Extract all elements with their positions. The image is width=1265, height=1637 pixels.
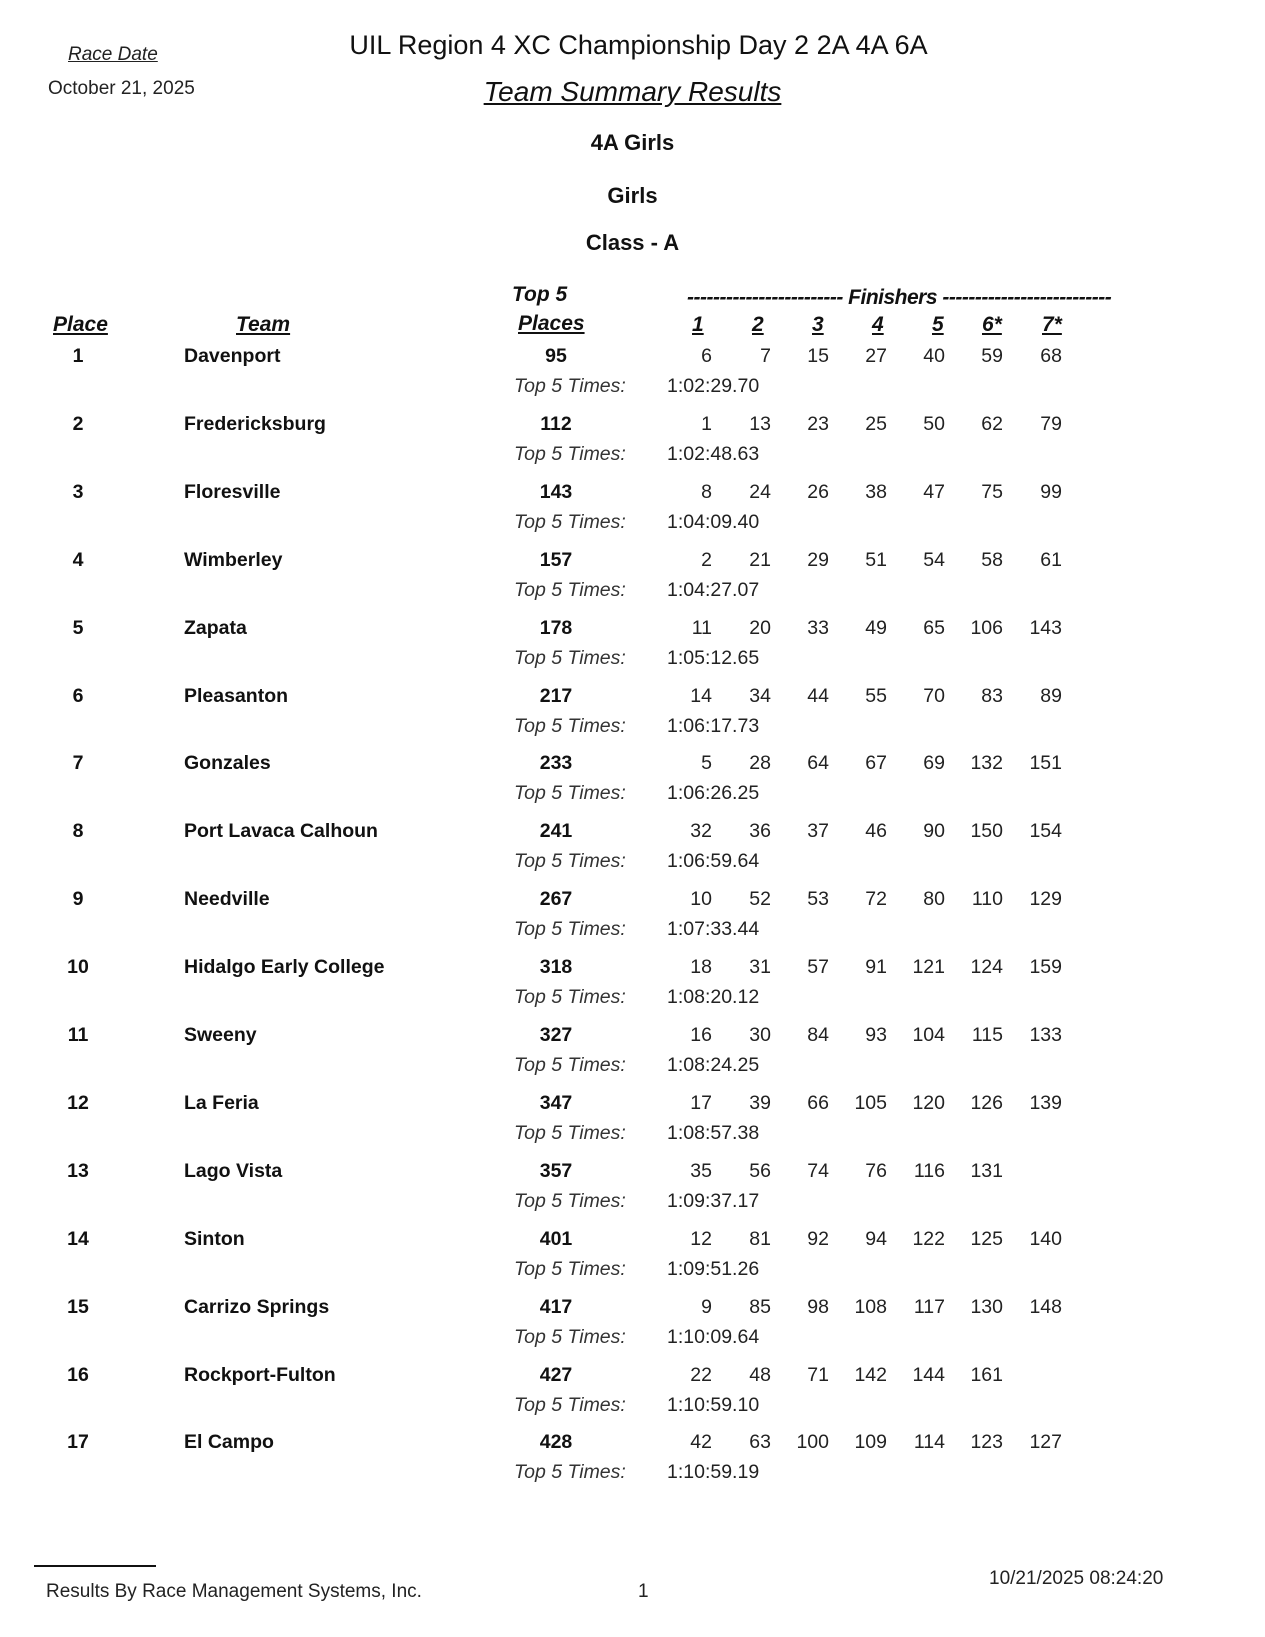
finisher-place-7: 139 xyxy=(1029,1091,1062,1114)
finisher-place-3: 33 xyxy=(807,616,829,639)
finisher-place-7: 140 xyxy=(1029,1227,1062,1250)
top5-total-time: 1:10:59.10 xyxy=(667,1393,760,1416)
finisher-place-4: 72 xyxy=(865,888,887,911)
team-name: Gonzales xyxy=(184,752,271,775)
finisher-place-2: 63 xyxy=(749,1431,771,1454)
finisher-place-1: 5 xyxy=(701,752,712,775)
finisher-place-6: 83 xyxy=(981,684,1003,707)
column-header-team: Team xyxy=(236,313,291,336)
finisher-place-3: 57 xyxy=(807,956,829,979)
finisher-place-2: 34 xyxy=(749,684,771,707)
finisher-place-5: 144 xyxy=(912,1363,945,1386)
finisher-place-6: 75 xyxy=(981,480,1003,503)
finisher-place-1: 16 xyxy=(690,1024,712,1046)
team-score: 95 xyxy=(545,345,567,367)
finisher-place-6: 132 xyxy=(970,752,1003,775)
column-header-finisher-6: 6* xyxy=(982,313,1002,336)
finisher-place-2: 7 xyxy=(760,345,771,367)
finisher-place-2: 21 xyxy=(749,548,771,571)
top5-total-time: 1:08:24.25 xyxy=(667,1054,760,1076)
top5-total-time: 1:08:20.12 xyxy=(667,986,760,1009)
top5-times-label: Top 5 Times: xyxy=(514,578,626,601)
finisher-place-1: 35 xyxy=(690,1159,712,1182)
team-score: 318 xyxy=(539,956,573,979)
team-name: Needville xyxy=(184,888,270,911)
finisher-place-4: 25 xyxy=(865,412,887,435)
finisher-place-5: 40 xyxy=(923,345,945,367)
finisher-place-1: 18 xyxy=(690,956,712,979)
team-name: Wimberley xyxy=(184,548,283,571)
finisher-place-5: 50 xyxy=(923,412,945,435)
footer-credit: Results By Race Management Systems, Inc. xyxy=(46,1581,422,1602)
column-header-top5-places: Places xyxy=(518,312,585,335)
team-name: Sinton xyxy=(184,1227,245,1250)
team-name: Lago Vista xyxy=(184,1159,283,1182)
finisher-place-6: 131 xyxy=(970,1159,1003,1182)
finisher-place-4: 49 xyxy=(865,616,887,639)
team-score: 347 xyxy=(539,1091,573,1114)
team-row xyxy=(0,685,1265,753)
top5-times-label: Top 5 Times: xyxy=(514,986,626,1009)
finisher-place-6: 106 xyxy=(970,616,1003,639)
finisher-place-2: 56 xyxy=(749,1159,771,1182)
race-date-label: Race Date xyxy=(68,44,158,65)
finisher-place-4: 105 xyxy=(854,1091,887,1114)
finisher-place-2: 48 xyxy=(749,1363,771,1386)
finisher-place-6: 125 xyxy=(970,1227,1003,1250)
finisher-place-4: 94 xyxy=(865,1227,887,1250)
team-score: 241 xyxy=(539,820,573,843)
team-place: 10 xyxy=(67,956,89,979)
finisher-place-5: 116 xyxy=(913,1159,945,1182)
team-place: 17 xyxy=(67,1431,89,1454)
finisher-place-1: 2 xyxy=(701,548,712,571)
team-score: 401 xyxy=(539,1227,573,1250)
top5-times-label: Top 5 Times: xyxy=(514,918,626,941)
finisher-place-7: 61 xyxy=(1040,548,1062,571)
finisher-place-6: 115 xyxy=(971,1024,1003,1046)
finisher-place-3: 100 xyxy=(796,1431,829,1454)
team-row xyxy=(0,1364,1265,1432)
finisher-place-7: 68 xyxy=(1040,345,1062,367)
top5-total-time: 1:10:09.64 xyxy=(667,1325,760,1348)
finisher-place-1: 1 xyxy=(701,412,712,435)
finisher-place-3: 37 xyxy=(807,820,829,843)
meet-title-text: UIL Region 4 XC Championship Day 2 2A 4A 6A xyxy=(349,30,928,60)
finisher-place-6: 58 xyxy=(981,548,1003,571)
finisher-place-5: 65 xyxy=(923,616,945,639)
team-name: Sweeny xyxy=(184,1024,257,1046)
team-row xyxy=(0,481,1265,549)
team-score: 178 xyxy=(539,616,573,639)
finisher-place-5: 114 xyxy=(913,1431,945,1454)
top5-total-time: 1:02:29.70 xyxy=(667,375,760,397)
finisher-place-2: 81 xyxy=(749,1227,771,1250)
meet-title xyxy=(0,30,1265,61)
finisher-place-2: 13 xyxy=(749,412,771,435)
team-name: Zapata xyxy=(184,616,247,639)
finisher-place-2: 31 xyxy=(749,956,771,979)
team-place: 11 xyxy=(67,1024,89,1046)
column-header-finisher-5: 5 xyxy=(932,313,944,336)
finisher-place-1: 42 xyxy=(690,1431,712,1454)
team-name: Pleasanton xyxy=(184,684,289,707)
team-row xyxy=(0,1431,1265,1499)
column-header-place: Place xyxy=(53,313,108,336)
team-row xyxy=(0,888,1265,956)
top5-total-time: 1:04:27.07 xyxy=(667,578,760,601)
team-row xyxy=(0,1296,1265,1364)
team-place: 12 xyxy=(67,1091,89,1114)
team-name: Rockport-Fulton xyxy=(184,1363,336,1386)
top5-times-label: Top 5 Times: xyxy=(514,850,626,873)
top5-times-label: Top 5 Times: xyxy=(514,442,626,465)
finisher-place-6: 59 xyxy=(981,345,1003,367)
finisher-place-6: 130 xyxy=(970,1295,1003,1318)
team-row xyxy=(0,956,1265,1024)
team-name: Port Lavaca Calhoun xyxy=(184,820,378,843)
top5-total-time: 1:04:09.40 xyxy=(667,510,760,533)
race-date: October 21, 2025 xyxy=(48,78,195,99)
team-name: La Feria xyxy=(184,1091,259,1114)
top5-times-label: Top 5 Times: xyxy=(514,1393,626,1416)
team-row xyxy=(0,1228,1265,1296)
team-row xyxy=(0,413,1265,481)
team-row xyxy=(0,617,1265,685)
report-subtitle: Team Summary Results xyxy=(483,76,782,107)
finisher-place-1: 14 xyxy=(690,684,712,707)
team-score: 267 xyxy=(539,888,573,911)
team-place: 4 xyxy=(72,548,84,571)
finisher-place-7: 154 xyxy=(1029,820,1062,843)
finisher-place-4: 109 xyxy=(854,1431,887,1454)
column-header-finisher-7: 7* xyxy=(1042,313,1062,336)
finisher-place-1: 11 xyxy=(691,616,712,639)
team-row xyxy=(0,1092,1265,1160)
top5-total-time: 1:06:59.64 xyxy=(667,850,760,873)
finisher-place-7: 133 xyxy=(1029,1024,1062,1046)
finisher-place-4: 38 xyxy=(865,480,887,503)
printed-timestamp: 10/21/2025 08:24:20 xyxy=(989,1568,1164,1589)
finisher-place-3: 66 xyxy=(807,1091,829,1114)
finisher-place-6: 126 xyxy=(970,1091,1003,1114)
team-place: 9 xyxy=(72,888,84,911)
team-name: El Campo xyxy=(184,1431,274,1454)
finisher-place-1: 10 xyxy=(690,888,712,911)
team-name: Carrizo Springs xyxy=(184,1295,330,1318)
team-score: 143 xyxy=(539,480,573,503)
top5-times-label: Top 5 Times: xyxy=(514,510,626,533)
finisher-place-3: 26 xyxy=(807,480,829,503)
column-header-finisher-4: 4 xyxy=(872,313,884,336)
finisher-place-2: 28 xyxy=(749,752,771,775)
finisher-place-6: 110 xyxy=(971,888,1003,911)
team-score: 417 xyxy=(539,1295,573,1318)
team-score: 157 xyxy=(539,548,573,571)
finisher-place-7: 151 xyxy=(1029,752,1062,775)
top5-total-time: 1:02:48.63 xyxy=(667,442,760,465)
team-place: 3 xyxy=(72,480,84,503)
top5-times-label: Top 5 Times: xyxy=(514,1257,626,1280)
top5-total-time: 1:05:12.65 xyxy=(667,646,760,669)
finisher-place-4: 108 xyxy=(854,1295,887,1318)
top5-total-time: 1:09:37.17 xyxy=(667,1189,760,1212)
finisher-place-5: 120 xyxy=(912,1091,945,1114)
team-place: 7 xyxy=(72,752,84,775)
finisher-place-7: 89 xyxy=(1040,684,1062,707)
finisher-place-3: 98 xyxy=(807,1295,829,1318)
finisher-place-4: 46 xyxy=(865,820,887,843)
finisher-place-3: 84 xyxy=(807,1024,829,1046)
finisher-place-3: 71 xyxy=(807,1363,829,1386)
class-heading: Class - A xyxy=(585,230,680,255)
finisher-place-5: 121 xyxy=(912,956,945,979)
gender-heading: Girls xyxy=(607,183,658,208)
finisher-place-6: 62 xyxy=(981,412,1003,435)
finisher-place-3: 29 xyxy=(807,548,829,571)
team-place: 16 xyxy=(67,1363,89,1386)
top5-total-time: 1:06:26.25 xyxy=(667,782,760,805)
team-place: 6 xyxy=(72,684,84,707)
finisher-place-4: 142 xyxy=(854,1363,887,1386)
top5-total-time: 1:08:57.38 xyxy=(667,1121,760,1144)
team-place: 13 xyxy=(67,1159,89,1182)
finisher-place-6: 124 xyxy=(970,956,1003,979)
finisher-place-1: 22 xyxy=(690,1363,712,1386)
finisher-place-1: 32 xyxy=(690,820,712,843)
finisher-place-1: 9 xyxy=(701,1295,712,1318)
finisher-place-1: 8 xyxy=(701,480,712,503)
finisher-place-2: 24 xyxy=(749,480,771,503)
finisher-place-4: 51 xyxy=(865,548,887,571)
finisher-place-2: 20 xyxy=(749,616,771,639)
finisher-place-3: 53 xyxy=(807,888,829,911)
team-score: 327 xyxy=(539,1024,573,1046)
finisher-place-7: 159 xyxy=(1029,956,1062,979)
finisher-place-4: 76 xyxy=(865,1159,887,1182)
finisher-place-3: 74 xyxy=(807,1159,829,1182)
team-place: 5 xyxy=(72,616,84,639)
finisher-place-4: 67 xyxy=(865,752,887,775)
finisher-place-3: 23 xyxy=(807,412,829,435)
team-place: 2 xyxy=(72,412,84,435)
team-name: Fredericksburg xyxy=(184,412,326,435)
column-header-finisher-2: 2 xyxy=(752,313,764,336)
finisher-place-5: 104 xyxy=(912,1024,945,1046)
finisher-place-6: 161 xyxy=(970,1363,1003,1386)
top5-times-label: Top 5 Times: xyxy=(514,1054,626,1076)
top5-times-label: Top 5 Times: xyxy=(514,1325,626,1348)
finisher-place-3: 92 xyxy=(807,1227,829,1250)
team-row xyxy=(0,752,1265,820)
finisher-place-4: 55 xyxy=(865,684,887,707)
team-place: 15 xyxy=(67,1295,89,1318)
team-name: Floresville xyxy=(184,480,281,503)
finisher-place-5: 90 xyxy=(923,820,945,843)
finisher-place-1: 12 xyxy=(690,1227,712,1250)
division-heading: 4A Girls xyxy=(590,130,675,155)
finisher-place-5: 54 xyxy=(923,548,945,571)
finisher-place-7: 148 xyxy=(1029,1295,1062,1318)
finisher-place-7: 79 xyxy=(1040,412,1062,435)
column-header-top5-line1: Top 5 xyxy=(512,283,568,306)
column-header-finisher-1: 1 xyxy=(692,313,704,336)
finisher-place-5: 80 xyxy=(923,888,945,911)
top5-total-time: 1:06:17.73 xyxy=(667,714,760,737)
finisher-place-3: 15 xyxy=(807,345,829,367)
team-row xyxy=(0,820,1265,888)
finisher-place-6: 123 xyxy=(970,1431,1003,1454)
finisher-place-3: 64 xyxy=(807,752,829,775)
finisher-place-1: 6 xyxy=(701,345,712,367)
team-score: 112 xyxy=(540,412,572,435)
top5-times-label: Top 5 Times: xyxy=(514,1461,626,1484)
team-row xyxy=(0,1160,1265,1228)
team-row xyxy=(0,345,1265,413)
finisher-place-2: 85 xyxy=(749,1295,771,1318)
finisher-place-5: 69 xyxy=(923,752,945,775)
top5-total-time: 1:10:59.19 xyxy=(667,1461,760,1484)
finisher-place-7: 127 xyxy=(1029,1431,1062,1454)
finisher-place-2: 36 xyxy=(749,820,771,843)
team-place: 1 xyxy=(72,345,84,367)
finisher-place-3: 44 xyxy=(807,684,829,707)
team-place: 14 xyxy=(67,1227,89,1250)
top5-total-time: 1:09:51.26 xyxy=(667,1257,760,1280)
team-name: Hidalgo Early College xyxy=(184,956,385,979)
team-row xyxy=(0,549,1265,617)
top5-times-label: Top 5 Times: xyxy=(514,1189,626,1212)
team-score: 233 xyxy=(539,752,573,775)
top5-times-label: Top 5 Times: xyxy=(514,375,626,397)
top5-total-time: 1:07:33.44 xyxy=(667,918,760,941)
finisher-place-2: 39 xyxy=(749,1091,771,1114)
team-name: Davenport xyxy=(184,345,281,367)
finisher-place-7: 99 xyxy=(1040,480,1062,503)
team-score: 217 xyxy=(539,684,573,707)
finisher-place-1: 17 xyxy=(690,1091,712,1114)
finisher-place-7: 129 xyxy=(1029,888,1062,911)
team-score: 428 xyxy=(539,1431,573,1454)
page-number: 1 xyxy=(638,1581,649,1602)
finisher-place-5: 70 xyxy=(923,684,945,707)
finisher-place-5: 122 xyxy=(912,1227,945,1250)
column-header-finisher-3: 3 xyxy=(812,313,824,336)
top5-times-label: Top 5 Times: xyxy=(514,646,626,669)
team-place: 8 xyxy=(72,820,84,843)
finisher-place-2: 30 xyxy=(749,1024,771,1046)
finisher-place-5: 47 xyxy=(923,480,945,503)
top5-times-label: Top 5 Times: xyxy=(514,714,626,737)
team-score: 427 xyxy=(539,1363,573,1386)
finishers-banner: ------------------------ Finishers -------------------------- xyxy=(687,286,1112,309)
team-row xyxy=(0,1024,1265,1092)
finisher-place-5: 117 xyxy=(913,1295,945,1318)
finisher-place-4: 93 xyxy=(865,1024,887,1046)
finisher-place-7: 143 xyxy=(1029,616,1062,639)
team-score: 357 xyxy=(539,1159,573,1182)
footer-rule xyxy=(34,1565,156,1567)
finisher-place-6: 150 xyxy=(970,820,1003,843)
finisher-place-4: 27 xyxy=(865,345,887,367)
top5-times-label: Top 5 Times: xyxy=(514,782,626,805)
finisher-place-2: 52 xyxy=(749,888,771,911)
top5-times-label: Top 5 Times: xyxy=(514,1121,626,1144)
finisher-place-4: 91 xyxy=(865,956,887,979)
